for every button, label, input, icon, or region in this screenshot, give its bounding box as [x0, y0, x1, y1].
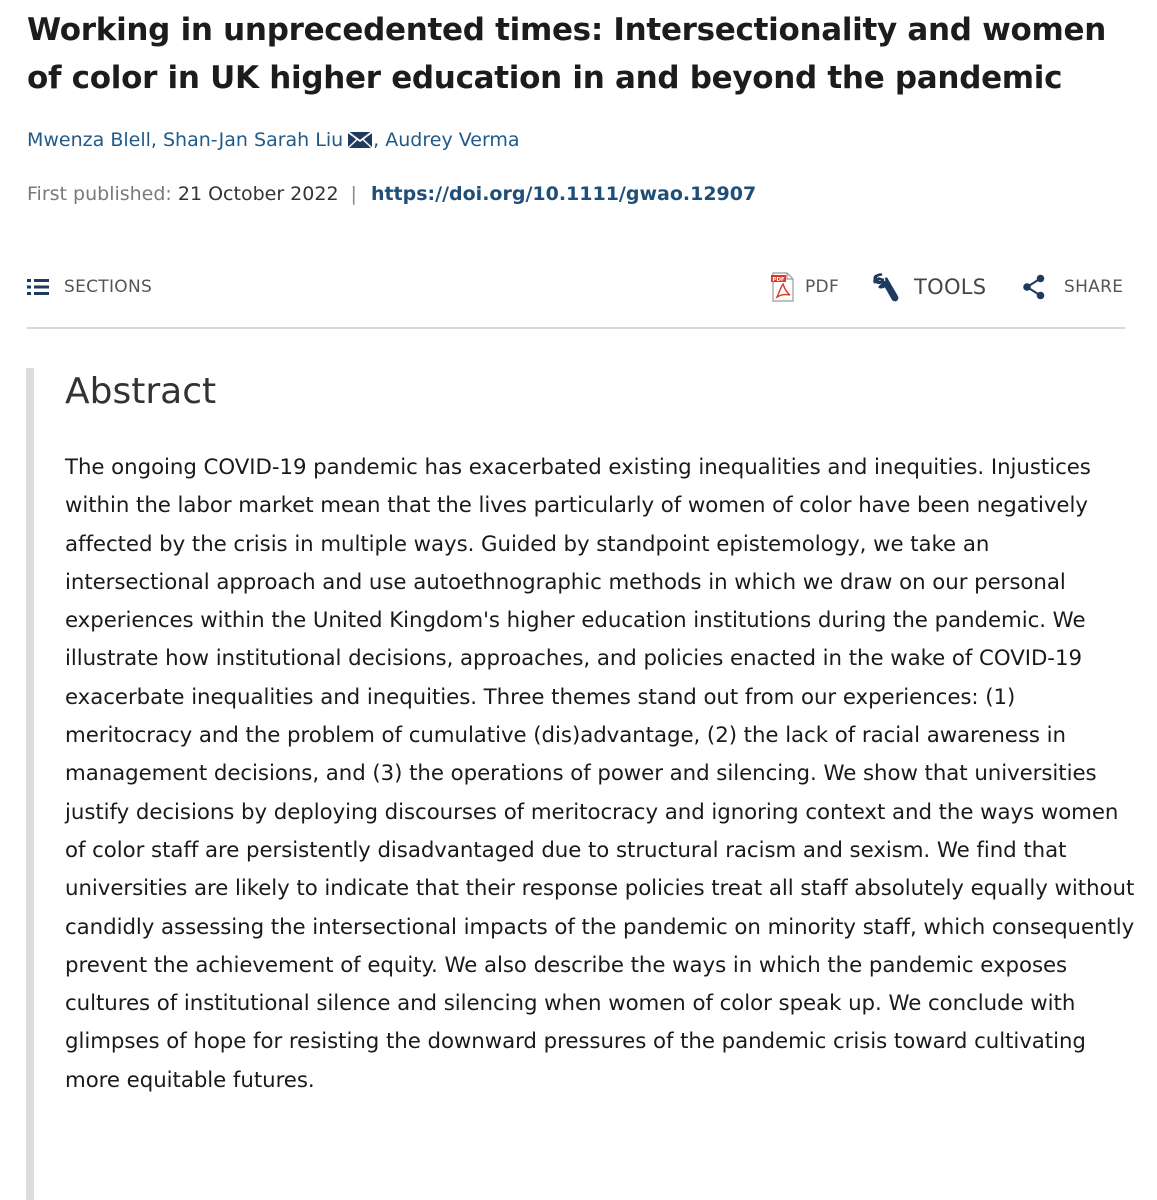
author-list	[27, 126, 520, 154]
share-icon	[1022, 274, 1046, 300]
published-label: First published:	[27, 183, 172, 205]
sections-button[interactable]	[27, 262, 152, 312]
article-title: Working in unprecedented times: Intersectionality and women of color in UK higher education in and beyond the pandemic	[27, 12, 1107, 96]
pdf-label: PDF	[805, 277, 840, 297]
wrench-icon	[870, 272, 900, 302]
author-separator: ,	[373, 129, 386, 151]
share-label: SHARE	[1064, 277, 1124, 297]
author-link[interactable]: Shan-Jan Sarah Liu	[162, 129, 344, 151]
publication-info	[27, 180, 756, 208]
list-icon	[27, 278, 49, 296]
author-separator: ,	[150, 129, 163, 151]
sections-label: SECTIONS	[64, 277, 153, 297]
share-button[interactable]	[1022, 262, 1123, 312]
abstract-accent-bar	[26, 368, 34, 1200]
pdf-button[interactable]	[771, 262, 839, 312]
mail-icon[interactable]	[347, 131, 373, 149]
author-link[interactable]: Mwenza Blell	[27, 129, 151, 151]
pub-separator: |	[350, 183, 357, 205]
tools-button[interactable]	[870, 262, 986, 312]
published-date: 21 October 2022	[177, 183, 339, 205]
doi-link[interactable]: https://doi.org/10.1111/gwao.12907	[370, 183, 757, 205]
abstract-text: The ongoing COVID-19 pandemic has exacerbated existing inequalities and inequities. Injustices within the labor market mean that the lives particularly of women of color have been negatively affected by the crisis in multiple ways. Guided by standpoint epistemology, we take an intersectional approach and use autoethnographic methods in which we draw on our personal experiences within the United Kingdom's higher education institutions during the pandemic. We illustrate how institutional decisions, approaches, and policies enacted in the wake of COVID-19 exacerbate inequalities and inequities. Three themes stand out from our experiences: (1) meritocracy and the problem of cumulative (dis)advantage, (2) the lack of racial awareness in management decisions, and (3) the operations of power and silencing. We show that universities justify decisions by deploying discourses of meritocracy and ignoring context and the ways women of color staff are persistently disadvantaged due to structural racism and sexism. We find that universities are likely to indicate that their response policies treat all staff absolutely equally without candidly assessing the intersectional impacts of the pandemic on minority staff, which consequently prevent the achievement of equity. We also describe the ways in which the pandemic exposes cultures of institutional silence and silencing when women of color speak up. We conclude with glimpses of hope for resisting the downward pressures of the pandemic crisis toward cultivating more equitable futures.	[65, 455, 1135, 1093]
tools-label: TOOLS	[914, 275, 987, 299]
abstract-heading: Abstract	[65, 371, 217, 412]
svg-text:PDF: PDF	[772, 276, 785, 283]
author-link[interactable]: Audrey Verma	[385, 129, 520, 151]
article-toolbar	[27, 262, 1125, 312]
toolbar-divider	[27, 327, 1125, 329]
pdf-icon	[771, 272, 795, 302]
